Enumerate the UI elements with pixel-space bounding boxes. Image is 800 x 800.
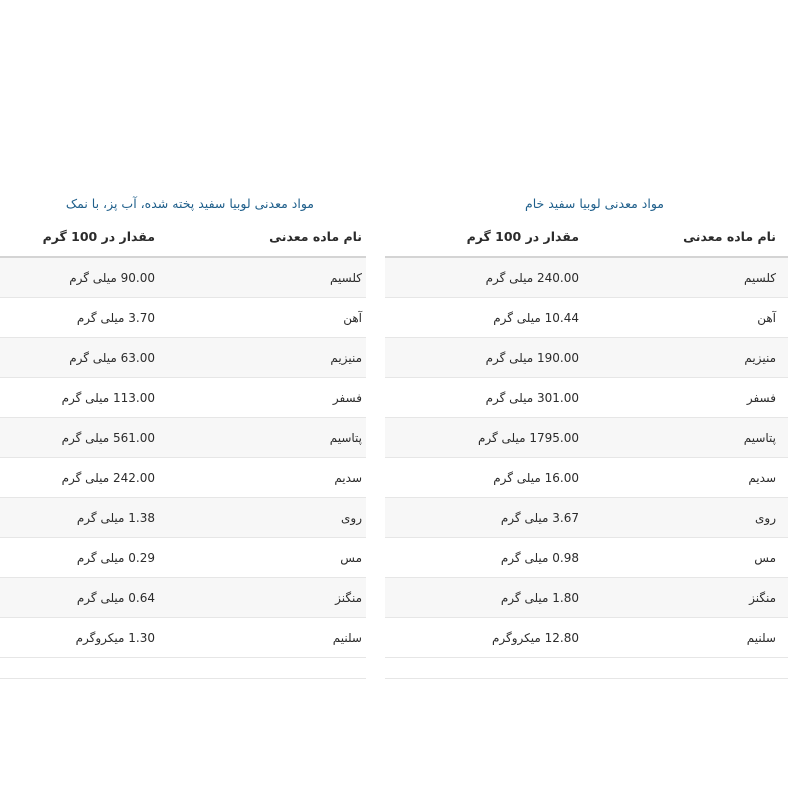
table-row [385, 298, 788, 338]
header-amount: مقدار در 100 گرم [466, 229, 579, 244]
table-caption: مواد معدنی لوبیا سفید پخته شده، آب پز، با نمک [65, 196, 314, 211]
table-row [0, 338, 366, 378]
table-row [385, 258, 788, 298]
mineral-name: آهن [343, 311, 362, 325]
mineral-amount: 1.80 میلی گرم [500, 591, 579, 605]
header-amount: مقدار در 100 گرم [42, 229, 155, 244]
mineral-amount: 301.00 میلی گرم [485, 391, 579, 405]
table-row [0, 458, 366, 498]
mineral-amount: 3.70 میلی گرم [76, 311, 155, 325]
table-row [0, 298, 366, 338]
mineral-amount: 113.00 میلی گرم [61, 391, 155, 405]
table-row [0, 538, 366, 578]
mineral-name: منیزیم [744, 351, 776, 365]
table-row [0, 258, 366, 298]
mineral-amount: 1.30 میکروگرم [75, 631, 155, 645]
mineral-amount: 0.64 میلی گرم [76, 591, 155, 605]
mineral-name: کلسیم [744, 271, 776, 285]
table-row [385, 338, 788, 378]
mineral-amount: 1795.00 میلی گرم [477, 431, 579, 445]
table-row [0, 418, 366, 458]
mineral-name: کلسیم [330, 271, 362, 285]
mineral-name: منیزیم [330, 351, 362, 365]
table-header [0, 216, 366, 258]
mineral-amount: 240.00 میلی گرم [485, 271, 579, 285]
mineral-amount: 0.98 میلی گرم [500, 551, 579, 565]
cooked-beans-minerals-table [0, 192, 366, 679]
table-caption: مواد معدنی لوبیا سفید خام [524, 196, 664, 211]
table-row [385, 458, 788, 498]
mineral-name: پتاسیم [329, 431, 362, 445]
mineral-amount: 12.80 میکروگرم [491, 631, 579, 645]
table-row [385, 378, 788, 418]
table-row [385, 618, 788, 658]
mineral-amount: 1.38 میلی گرم [76, 511, 155, 525]
mineral-amount: 561.00 میلی گرم [61, 431, 155, 445]
raw-beans-minerals-table [385, 192, 788, 679]
mineral-name: منگنز [335, 591, 362, 605]
table-row [0, 578, 366, 618]
mineral-name: مس [754, 551, 776, 565]
table-row [0, 378, 366, 418]
table-row [0, 618, 366, 658]
mineral-name: سدیم [748, 471, 776, 485]
table-row [385, 578, 788, 618]
mineral-name: روی [341, 511, 362, 525]
table-row [385, 418, 788, 458]
table-footer-line [385, 658, 788, 679]
table-footer-line [0, 658, 366, 679]
table-header [385, 216, 788, 258]
mineral-amount: 0.29 میلی گرم [76, 551, 155, 565]
mineral-amount: 242.00 میلی گرم [61, 471, 155, 485]
mineral-amount: 90.00 میلی گرم [69, 271, 155, 285]
table-row [385, 498, 788, 538]
mineral-name: سلنیم [332, 631, 362, 645]
header-mineral-name: نام ماده معدنی [683, 229, 776, 244]
table-row [385, 538, 788, 578]
mineral-amount: 10.44 میلی گرم [493, 311, 579, 325]
mineral-name: آهن [757, 311, 776, 325]
mineral-name: فسفر [332, 391, 362, 405]
mineral-name: روی [755, 511, 776, 525]
mineral-amount: 16.00 میلی گرم [493, 471, 579, 485]
mineral-amount: 63.00 میلی گرم [69, 351, 155, 365]
mineral-name: منگنز [749, 591, 776, 605]
mineral-name: سدیم [334, 471, 362, 485]
mineral-amount: 3.67 میلی گرم [500, 511, 579, 525]
header-mineral-name: نام ماده معدنی [269, 229, 362, 244]
table-row [0, 498, 366, 538]
mineral-name: فسفر [746, 391, 776, 405]
mineral-name: پتاسیم [743, 431, 776, 445]
mineral-amount: 190.00 میلی گرم [485, 351, 579, 365]
mineral-name: مس [340, 551, 362, 565]
mineral-name: سلنیم [746, 631, 776, 645]
